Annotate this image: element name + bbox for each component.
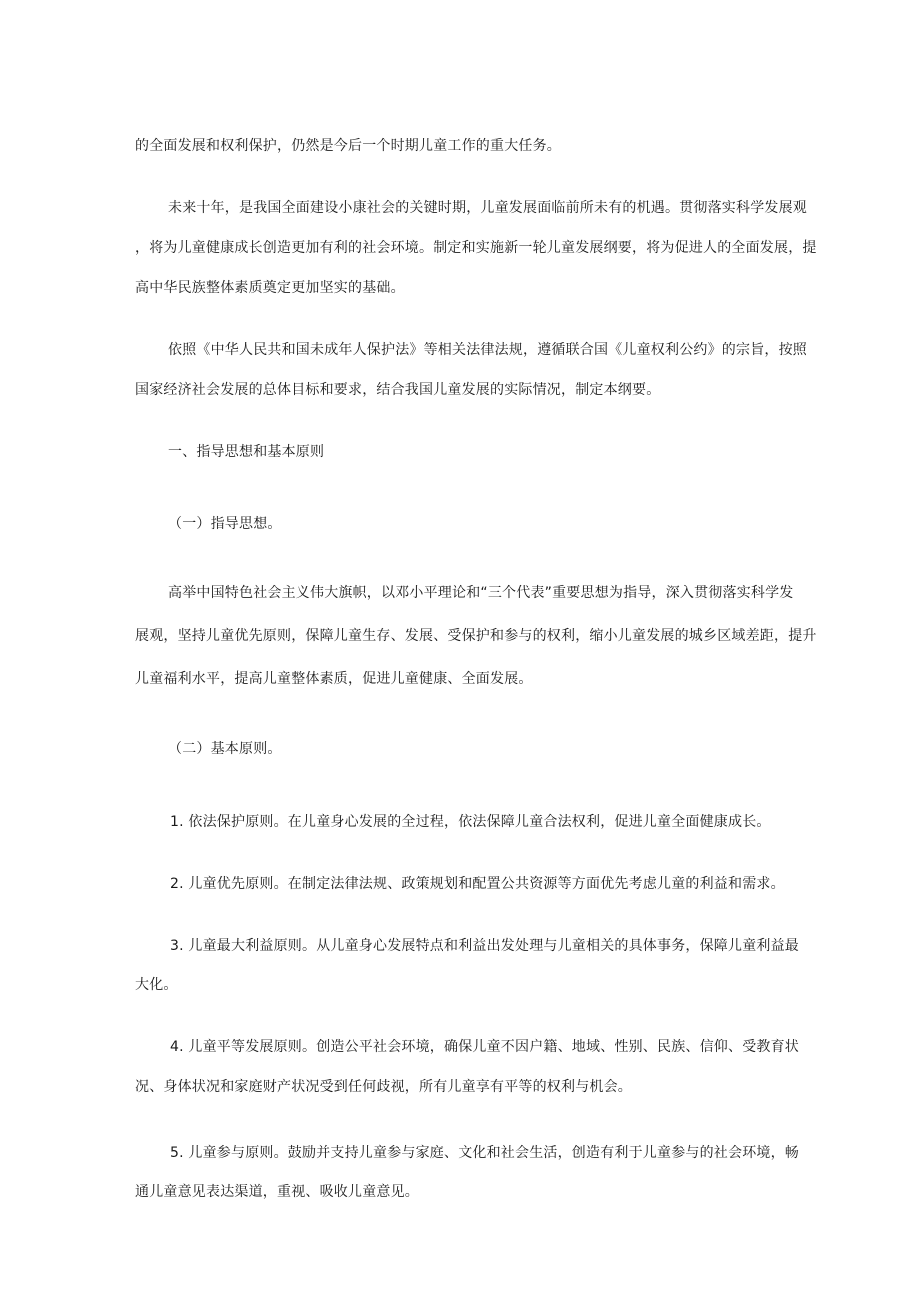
list-item: 3. 儿童最大利益原则。从儿童身心发展特点和利益出发处理与儿童相关的具体事务，保障儿童利益最	[170, 938, 800, 954]
subsection-heading: （二）基本原则。	[168, 741, 282, 757]
text-line: 的全面发展和权利保护，仍然是今后一个时期儿童工作的重大任务。	[135, 138, 561, 154]
text-line: 依照《中华人民共和国未成年人保护法》等相关法律法规，遵循联合国《儿童权利公约》的宗旨，按照	[168, 342, 807, 358]
list-item: 2. 儿童优先原则。在制定法律法规、政策规划和配置公共资源等方面优先考虑儿童的利益和需求。	[170, 876, 785, 892]
list-item: 1. 依法保护原则。在儿童身心发展的全过程，依法保障儿童合法权利，促进儿童全面健康成长。	[170, 814, 771, 830]
list-item-continuation: 况、身体状况和家庭财产状况受到任何歧视，所有儿童享有平等的权利与机会。	[135, 1079, 632, 1095]
text-line: 国家经济社会发展的总体目标和要求，结合我国儿童发展的实际情况，制定本纲要。	[135, 382, 661, 398]
list-item: 5. 儿童参与原则。鼓励并支持儿童参与家庭、文化和社会生活，创造有利于儿童参与的社会环境，畅	[170, 1145, 800, 1161]
list-item-continuation: 大化。	[135, 977, 178, 993]
text-line: 儿童福利水平，提高儿童整体素质，促进儿童健康、全面发展。	[135, 671, 533, 687]
subsection-heading: （一）指导思想。	[168, 516, 282, 532]
text-line: 未来十年，是我国全面建设小康社会的关键时期，儿童发展面临前所未有的机遇。贯彻落实科学发展观	[168, 200, 807, 216]
text-line: ，将为儿童健康成长创造更加有利的社会环境。制定和实施新一轮儿童发展纲要，将为促进人的全面发展，提	[135, 240, 817, 256]
section-heading: 一、指导思想和基本原则	[168, 444, 325, 460]
list-item-continuation: 通儿童意见表达渠道，重视、吸收儿童意见。	[135, 1184, 419, 1200]
text-line: 高中华民族整体素质奠定更加坚实的基础。	[135, 280, 405, 296]
text-line: 高举中国特色社会主义伟大旗帜，以邓小平理论和“三个代表”重要思想为指导，深入贯彻落实科学发	[168, 585, 794, 601]
list-item: 4. 儿童平等发展原则。创造公平社会环境，确保儿童不因户籍、地域、性别、民族、信仰、受教育状	[170, 1039, 800, 1055]
text-line: 展观，坚持儿童优先原则，保障儿童生存、发展、受保护和参与的权利，缩小儿童发展的城乡区域差距，提升	[135, 628, 817, 644]
